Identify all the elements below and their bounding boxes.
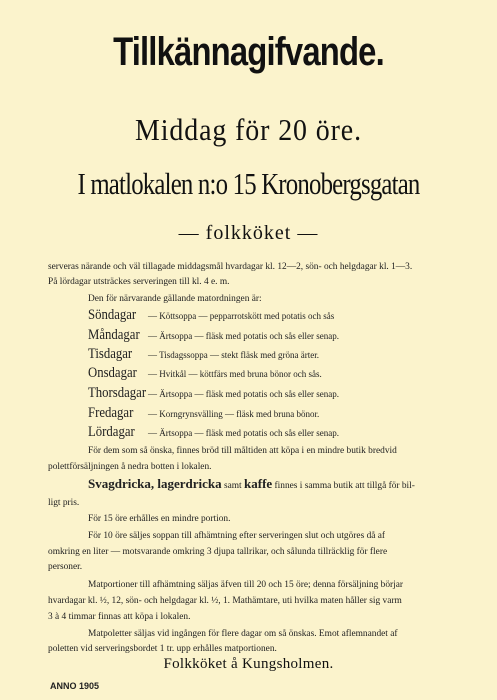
paragraph-drinks-2: ligt pris. <box>48 498 80 508</box>
menu-row <box>88 384 339 402</box>
drinks-bold: Svagdricka, lagerdricka <box>88 476 222 491</box>
menu-row <box>88 364 322 382</box>
menu-day: Lördagar <box>88 424 135 440</box>
paragraph-takeaway-3: 3 à 4 timmar finnas att köpa i lokalen. <box>48 612 191 622</box>
menu-row <box>88 423 339 441</box>
subtitle: — folkköket — <box>178 222 319 244</box>
menu-row <box>88 404 319 422</box>
paragraph-soup-2: omkring en liter — motsvarande omkring 3 djupa tallrikar, och sålunda tillräcklig för flere <box>48 547 388 557</box>
paragraph-tokens-1: Matpoletter säljas vid ingången för flere dagar om så önskas. Emot aflemnandet af <box>88 629 398 639</box>
paragraph-bread-1: För dem som så önska, finnes bröd till måltiden att köpa i en mindre butik bredvid <box>88 446 397 456</box>
menu-row <box>88 326 339 344</box>
menu-dish: — Köttsoppa — pepparrotskött med potatis och sås <box>148 311 335 321</box>
paragraph-bread-2: polettförsäljningen å nedra botten i lokalen. <box>48 462 212 472</box>
footer-signature: Folkköket å Kungsholmen. <box>163 656 334 672</box>
location-line: I matlokalen n:o 15 Kronobergsgatan <box>77 166 420 201</box>
menu-dish: — Ärtsoppa — fläsk med potatis och sås eller senap. <box>148 428 339 438</box>
paragraph-soup-3: personer. <box>48 562 83 572</box>
paragraph-small-portion: För 15 öre erhålles en mindre portion. <box>88 514 231 524</box>
menu-day: Tisdagar <box>88 346 133 362</box>
intro-line-3: Den för närvarande gällande matordningen är: <box>88 294 262 304</box>
menu-dish: — Ärtsoppa — fläsk med potatis och sås eller senap. <box>148 389 339 399</box>
paragraph-tokens-2: poletten vid serveringsbordet 1 tr. upp erhålles matportionen. <box>48 644 277 654</box>
intro-line-1: serveras närande och väl tillagade middagsmål hvardagar kl. 12—2, sön- och helgdagar kl. 1—3. <box>48 262 413 272</box>
paragraph-takeaway-1: Matportioner till afhämtning säljas äfven till 20 och 15 öre; denna försäljning börjar <box>88 580 404 590</box>
price-line: Middag för 20 öre. <box>135 112 362 147</box>
menu-day: Onsdagar <box>88 365 137 381</box>
menu-day: Måndagar <box>88 327 140 343</box>
menu-day: Fredagar <box>88 405 134 421</box>
menu-row <box>88 345 319 363</box>
drinks-rest: finnes i samma butik att tillgå för bil- <box>272 481 415 491</box>
year-label: ANNO 1905 <box>50 681 100 691</box>
menu-row <box>88 306 334 324</box>
menu-dish: — Hvitkål — köttfärs med bruna bönor och sås. <box>148 369 322 379</box>
intro-line-2: På lördagar utsträckes serveringen till kl. 4 e. m. <box>48 277 230 287</box>
poster-title: Tillkännagifvande. <box>113 30 384 74</box>
paragraph-soup-1: För 10 öre säljes soppan till afhämtning efter serveringen slut och utgöres då af <box>88 531 386 541</box>
paragraph-drinks-1 <box>88 478 415 492</box>
menu-dish: — Ärtsoppa — fläsk med potatis och sås eller senap. <box>148 331 339 341</box>
coffee-bold: kaffe <box>244 476 273 491</box>
menu-dish: — Korngrynsvälling — fläsk med bruna bönor. <box>148 409 320 419</box>
menu-day: Thorsdagar <box>88 385 147 401</box>
paragraph-takeaway-2: hvardagar kl. ½, 12, sön- och helgdagar kl. ½, 1. Mathämtare, uti hvilka maten håller sig varm <box>48 596 402 606</box>
menu-dish: — Tisdagssoppa — stekt fläsk med gröna ärter. <box>148 350 319 360</box>
menu-day: Söndagar <box>88 307 137 323</box>
drinks-conj: samt <box>221 481 245 491</box>
